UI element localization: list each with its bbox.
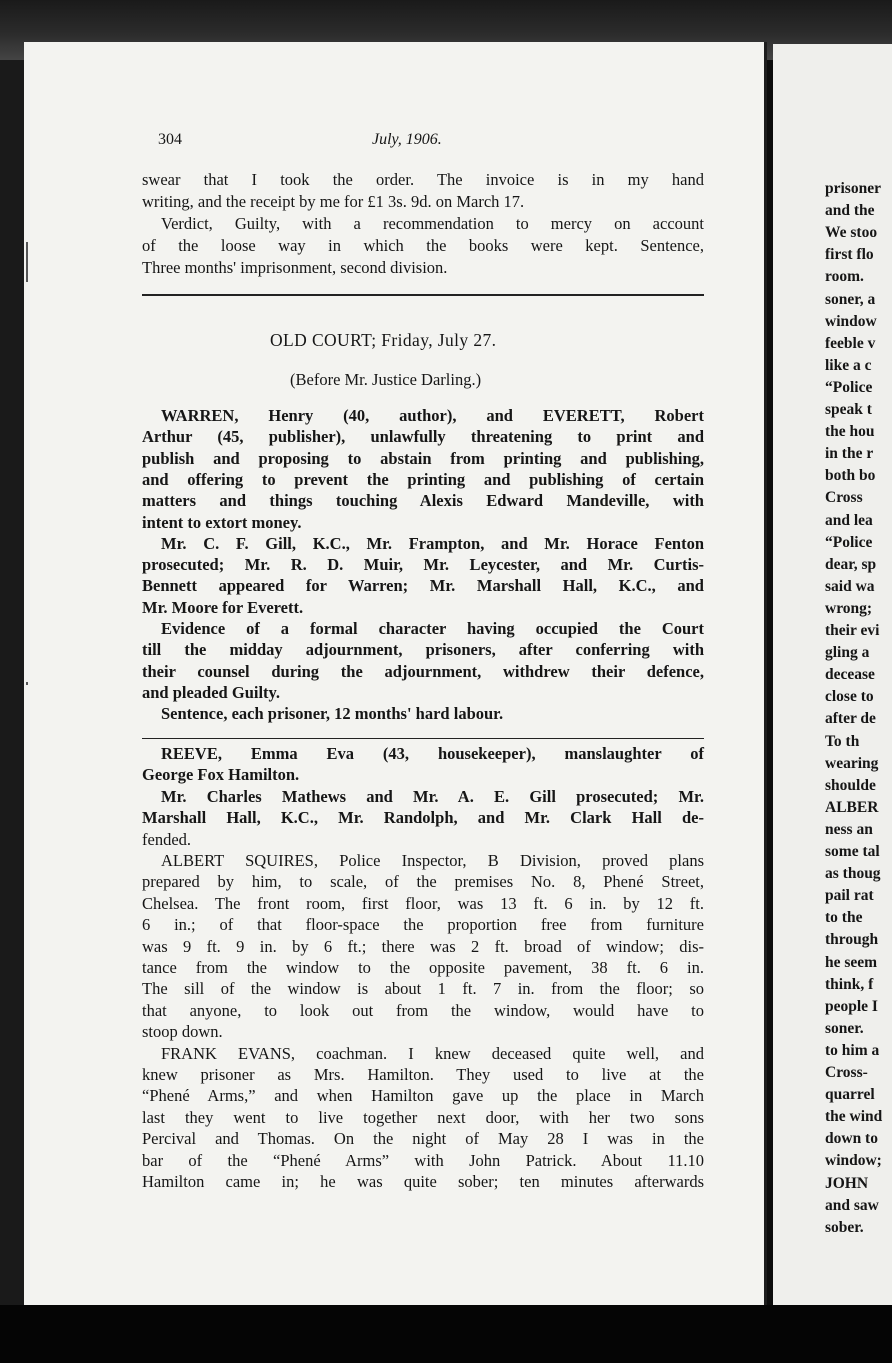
case2-line: Chelsea. The front room, first floor, was 13 ft. 6 in. by 12 ft.	[142, 893, 704, 913]
right-page-line: through	[825, 931, 879, 949]
opening-line: writing, and the receipt by me for £1 3s. 9d. on March 17.	[142, 192, 525, 211]
right-page-line: in the r	[825, 445, 874, 463]
judge-line: (Before Mr. Justice Darling.)	[290, 370, 482, 389]
right-page-line: Cross	[825, 489, 863, 507]
case2-line: bar of the “Phené Arms” with John Patrick. About 11.10	[142, 1150, 704, 1170]
right-page-line: and saw	[825, 1196, 879, 1214]
right-page-line: people I	[825, 997, 878, 1015]
right-page-line: close to	[825, 688, 874, 706]
case2-line: FRANK EVANS, coachman. I knew deceased quite well, and	[161, 1043, 704, 1063]
case1-line: Arthur (45, publisher), unlawfully threatening to print and	[142, 427, 704, 447]
case2-line: Percival and Thomas. On the night of May 28 I was in the	[142, 1129, 704, 1149]
case1-line: WARREN, Henry (40, author), and EVERETT, Robert	[161, 406, 704, 425]
case2-line: fended.	[142, 829, 192, 849]
case2-line: knew prisoner as Mrs. Hamilton. They used to live at the	[142, 1065, 704, 1084]
right-page-line: soner, a	[825, 290, 876, 308]
right-page-line: wrong;	[825, 599, 873, 617]
case1-line: and offering to prevent the printing and publishing of certain	[142, 469, 704, 489]
case2-line: tance from the window to the opposite pavement, 38 ft. 6 in.	[142, 958, 704, 977]
case1-line: publish and proposing to abstain from printing and publishing,	[142, 448, 704, 468]
case2-line: “Phené Arms,” and when Hamilton gave up the place in March	[142, 1086, 704, 1106]
case1-line: their counsel during the adjournment, withdrew their defence,	[142, 661, 704, 681]
right-page-line: ALBER	[825, 798, 879, 816]
case2-line: that anyone, to look out from the window, would have to	[142, 1000, 704, 1020]
right-page-line: JOHN	[825, 1174, 869, 1192]
case2-line: REEVE, Emma Eva (43, housekeeper), manslaughter of	[161, 744, 704, 763]
right-page-line: like a c	[825, 356, 872, 374]
right-page-line: We stoo	[825, 224, 878, 242]
right-page	[773, 44, 892, 1306]
opening-line: of the loose way in which the books were kept. Sentence,	[142, 236, 704, 255]
margin-mark	[26, 682, 28, 685]
right-page-line: window	[825, 312, 877, 330]
right-page-line: “Police	[825, 378, 873, 396]
right-page-line: dear, sp	[825, 555, 877, 573]
case1-line: Mr. Moore for Everett.	[142, 597, 304, 617]
case2-line: was 9 ft. 9 in. by 6 ft.; there was 2 ft. broad of window; dis-	[142, 936, 704, 956]
page-number: 304	[158, 131, 182, 148]
right-page-line: and the	[825, 202, 875, 220]
case2-line: last they went to live together next door, with her two sons	[142, 1107, 704, 1127]
right-page-line: quarrel	[825, 1086, 875, 1104]
right-page-line: soner.	[825, 1019, 864, 1037]
right-page-line: sober.	[825, 1218, 864, 1236]
right-page-line: both bo	[825, 467, 876, 485]
case2-line: Hamilton came in; he was quite sober; ten minutes afterwards	[142, 1172, 704, 1191]
case-divider	[142, 738, 704, 739]
right-page-line: feeble v	[825, 334, 876, 352]
case1-line: Bennett appeared for Warren; Mr. Marshall Hall, K.C., and	[142, 576, 704, 596]
scan-left-edge	[0, 0, 24, 1363]
opening-line: swear that I took the order. The invoice is in my hand	[142, 170, 704, 189]
right-page-line: the hou	[825, 423, 875, 441]
case1-line: till the midday adjournment, prisoners, after conferring with	[142, 640, 704, 660]
right-page-line: room.	[825, 268, 864, 286]
right-page-line: prisoner	[825, 180, 881, 197]
case2-line: ALBERT SQUIRES, Police Inspector, B Division, proved plans	[161, 851, 704, 870]
right-page-line: Cross-	[825, 1064, 868, 1081]
case2-line: Marshall Hall, K.C., Mr. Randolph, and Mr. Clark Hall de-	[142, 808, 704, 828]
right-page-line: after de	[825, 710, 876, 728]
left-page	[24, 42, 767, 1317]
right-page-line: shoulde	[825, 776, 876, 794]
case1-line: Sentence, each prisoner, 12 months' hard labour.	[161, 704, 504, 724]
court-heading: OLD COURT; Friday, July 27.	[270, 330, 497, 350]
case2-line: George Fox Hamilton.	[142, 765, 300, 785]
right-page-line: as thoug	[825, 865, 881, 883]
right-page-line: some tal	[825, 843, 880, 860]
right-page-line: speak t	[825, 401, 872, 418]
right-page-line: decease	[825, 666, 875, 684]
case1-line: Evidence of a formal character having occupied the Court	[161, 619, 704, 638]
case1-line: prosecuted; Mr. R. D. Muir, Mr. Leycester, and Mr. Curtis-	[142, 555, 704, 575]
right-page-line: and lea	[825, 511, 873, 529]
right-page-line: the wind	[825, 1108, 883, 1126]
right-page-line: window;	[825, 1152, 882, 1170]
case2-line: prepared by him, to scale, of the premises No. 8, Phené Street,	[142, 872, 704, 892]
right-page-line: he seem	[825, 953, 878, 971]
case2-line: stoop down.	[142, 1022, 223, 1042]
opening-line: Verdict, Guilty, with a recommendation to mercy on account	[161, 214, 704, 233]
right-page-line: to him a	[825, 1041, 880, 1059]
right-page-line: first flo	[825, 246, 874, 264]
right-page-line: ness an	[825, 820, 873, 838]
case2-line: The sill of the window is about 1 ft. 7 in. from the floor; so	[142, 979, 704, 999]
case1-line: matters and things touching Alexis Edward Mandeville, with	[142, 491, 704, 511]
case2-line: Mr. Charles Mathews and Mr. A. E. Gill prosecuted; Mr.	[161, 786, 704, 806]
right-page-line: pail rat	[825, 887, 874, 905]
right-page-line: to the	[825, 909, 863, 927]
case2-line: 6 in.; of that floor-space the proportion free from furniture	[142, 915, 704, 935]
case1-line: Mr. C. F. Gill, K.C., Mr. Frampton, and Mr. Horace Fenton	[161, 533, 704, 553]
right-page-line: their evi	[825, 622, 880, 639]
case1-line: and pleaded Guilty.	[142, 682, 281, 702]
case1-line: intent to extort money.	[142, 512, 302, 532]
scan-bottom-band	[0, 1305, 892, 1363]
right-page-line: wearing	[825, 754, 879, 772]
right-page-line: down to	[825, 1130, 878, 1148]
running-title: July, 1906.	[372, 131, 442, 148]
right-page-line: said wa	[825, 577, 875, 595]
right-page-line: gling a	[825, 644, 870, 662]
right-page-line: To th	[825, 732, 860, 750]
section-divider	[142, 294, 704, 296]
opening-line: Three months' imprisonment, second division.	[142, 258, 448, 277]
right-page-line: think, f	[825, 975, 874, 993]
margin-mark	[26, 242, 28, 282]
right-page-line: “Police	[825, 533, 873, 551]
